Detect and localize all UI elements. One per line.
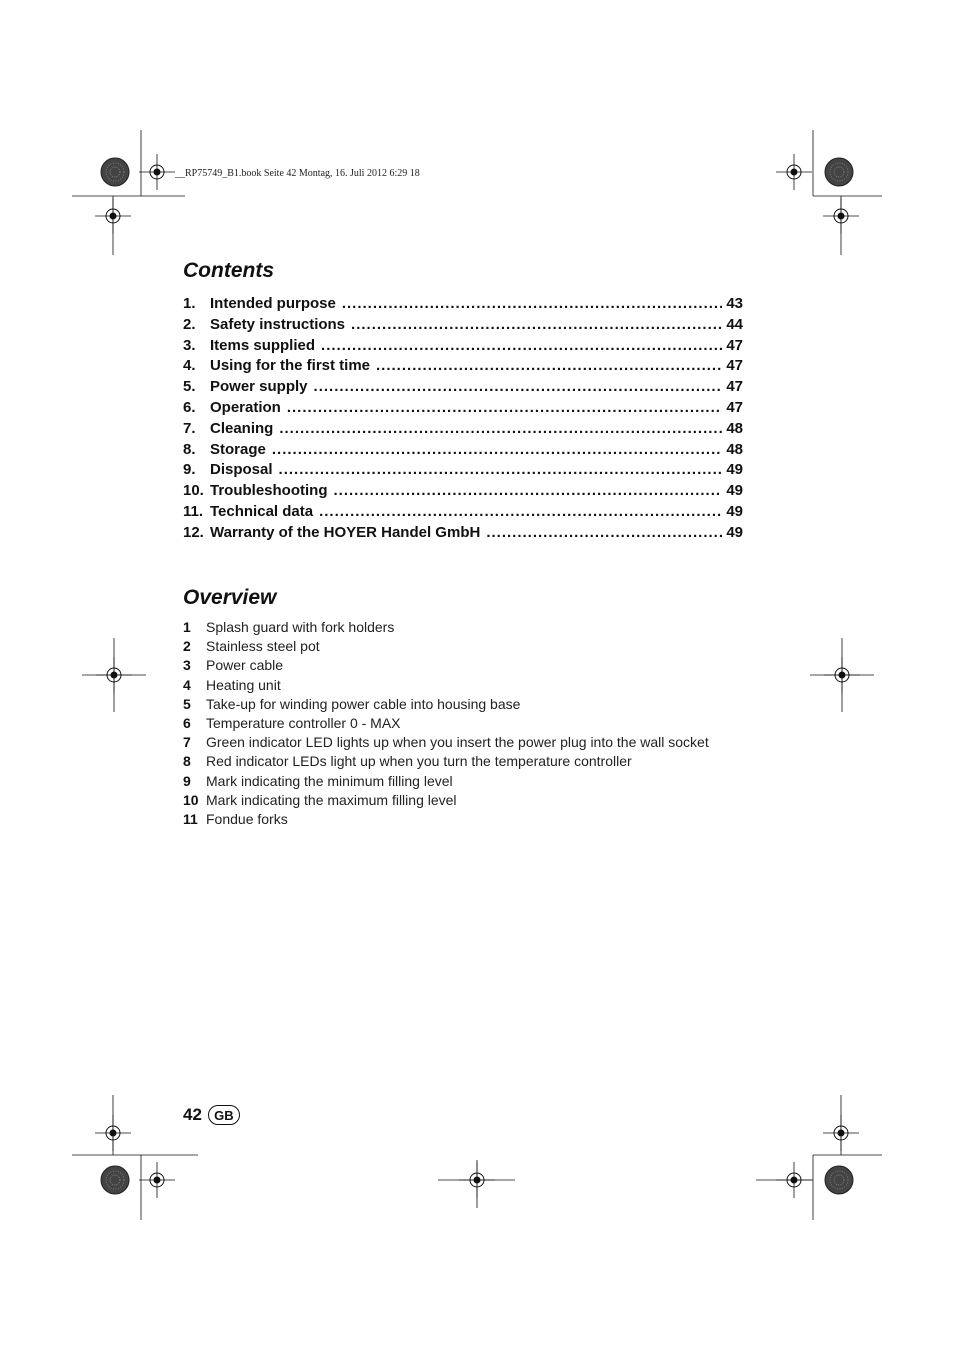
- toc-entry[interactable]: [183, 295, 743, 316]
- toc-title: Items supplied: [210, 336, 316, 354]
- list-item: [183, 638, 709, 657]
- item-number: 4: [183, 676, 191, 693]
- toc-title: Power supply: [210, 378, 308, 396]
- toc-number: 1.: [183, 295, 196, 312]
- item-number: 1: [183, 619, 191, 635]
- contents-heading: Contents: [183, 259, 274, 282]
- toc-title: Warranty of the HOYER Handel GmbH: [210, 523, 481, 541]
- toc-leader: [321, 337, 722, 354]
- toc-entry[interactable]: [183, 482, 743, 503]
- item-number: 9: [183, 772, 191, 789]
- toc-title: Technical data: [210, 502, 314, 520]
- item-number: 10: [183, 791, 199, 808]
- overview-list: [183, 619, 709, 830]
- toc-number: 7.: [183, 419, 196, 437]
- crosshair-icon: [139, 154, 175, 190]
- toc-leader: [486, 524, 722, 541]
- item-number: 6: [183, 714, 191, 731]
- item-number: 8: [183, 753, 191, 770]
- overview-heading: Overview: [183, 586, 277, 609]
- toc-page: 49: [726, 523, 743, 541]
- toc-entry[interactable]: [183, 524, 743, 545]
- item-text: Mark indicating the minimum filling level: [206, 772, 453, 789]
- toc-number: 4.: [183, 357, 196, 375]
- page-footer: [183, 1105, 240, 1125]
- list-item: [183, 811, 709, 830]
- item-number: 2: [183, 638, 191, 655]
- item-text: Mark indicating the maximum filling level: [206, 791, 457, 808]
- toc-entry[interactable]: [183, 399, 743, 420]
- toc-entry[interactable]: [183, 461, 743, 482]
- crosshair-icon: [776, 154, 812, 190]
- toc-number: 8.: [183, 440, 196, 458]
- toc-page: 47: [726, 357, 743, 375]
- toc-title: Intended purpose: [210, 295, 336, 312]
- toc-leader: [351, 316, 722, 333]
- toc-leader: [376, 357, 722, 374]
- item-text: Splash guard with fork holders: [206, 619, 395, 635]
- toc-page: 49: [726, 502, 743, 520]
- list-item: [183, 619, 709, 638]
- toc-entry[interactable]: [183, 378, 743, 399]
- crosshair-icon: [139, 1162, 175, 1198]
- toc-number: 9.: [183, 461, 196, 479]
- toc-leader: [314, 378, 723, 395]
- toc-entry[interactable]: [183, 316, 743, 337]
- toc-page: 43: [726, 295, 743, 312]
- color-bar-icon: [825, 158, 853, 186]
- item-text: Take-up for winding power cable into housing base: [206, 695, 521, 712]
- toc-number: 3.: [183, 336, 196, 354]
- list-item: [183, 657, 709, 676]
- item-text: Power cable: [206, 657, 284, 674]
- color-bar-icon: [825, 1166, 853, 1194]
- toc-entry[interactable]: [183, 357, 743, 378]
- toc-title: Troubleshooting: [210, 482, 328, 500]
- toc-entry[interactable]: [183, 441, 743, 462]
- item-number: 11: [183, 810, 198, 827]
- toc-entry[interactable]: [183, 337, 743, 358]
- item-number: 3: [183, 657, 191, 674]
- toc-number: 6.: [183, 398, 196, 416]
- list-item: [183, 696, 709, 715]
- toc-leader: [334, 482, 723, 499]
- list-item: [183, 792, 709, 811]
- toc-entry[interactable]: [183, 503, 743, 524]
- item-text: Green indicator LED lights up when you insert the power plug into the wall socket: [206, 734, 709, 751]
- toc-page: 48: [726, 440, 743, 458]
- toc-title: Operation: [210, 398, 281, 416]
- toc-leader: [272, 441, 722, 458]
- toc-number: 10.: [183, 482, 204, 500]
- toc-title: Using for the first time: [210, 357, 371, 375]
- color-bar-icon: [101, 1166, 129, 1194]
- color-bar-icon: [101, 158, 129, 186]
- toc-page: 47: [726, 398, 743, 416]
- item-text: Temperature controller 0 - MAX: [206, 714, 401, 731]
- toc-leader: [319, 503, 722, 520]
- list-item: [183, 677, 709, 696]
- table-of-contents: [183, 295, 743, 545]
- toc-page: 47: [726, 378, 743, 396]
- list-item: [183, 734, 709, 753]
- toc-leader: [279, 420, 722, 437]
- toc-leader: [279, 461, 723, 478]
- list-item: [183, 773, 709, 792]
- toc-title: Cleaning: [210, 419, 274, 437]
- print-info-line: __RP75749_B1.book Seite 42 Montag, 16. Juli 2012 6:29 18: [175, 168, 420, 179]
- toc-page: 49: [726, 482, 743, 500]
- toc-title: Storage: [210, 440, 266, 458]
- toc-title: Disposal: [210, 461, 273, 479]
- item-text: Fondue forks: [206, 810, 288, 827]
- item-text: Heating unit: [206, 676, 281, 693]
- toc-page: 48: [726, 419, 743, 437]
- item-text: Red indicator LEDs light up when you turn the temperature controller: [206, 753, 632, 770]
- toc-number: 12.: [183, 523, 204, 541]
- toc-number: 2.: [183, 315, 196, 333]
- toc-page: 47: [726, 336, 743, 354]
- toc-page: 49: [726, 461, 743, 479]
- language-badge: GB: [208, 1105, 240, 1125]
- item-number: 7: [183, 734, 191, 751]
- list-item: [183, 753, 709, 772]
- toc-leader: [287, 399, 722, 416]
- toc-page: 44: [726, 315, 743, 333]
- toc-leader: [342, 295, 722, 312]
- toc-number: 11.: [183, 502, 204, 520]
- list-item: [183, 715, 709, 734]
- item-number: 5: [183, 695, 191, 712]
- toc-title: Safety instructions: [210, 315, 346, 333]
- toc-entry[interactable]: [183, 420, 743, 441]
- item-text: Stainless steel pot: [206, 638, 320, 655]
- page-number: 42: [183, 1105, 202, 1124]
- toc-number: 5.: [183, 378, 196, 396]
